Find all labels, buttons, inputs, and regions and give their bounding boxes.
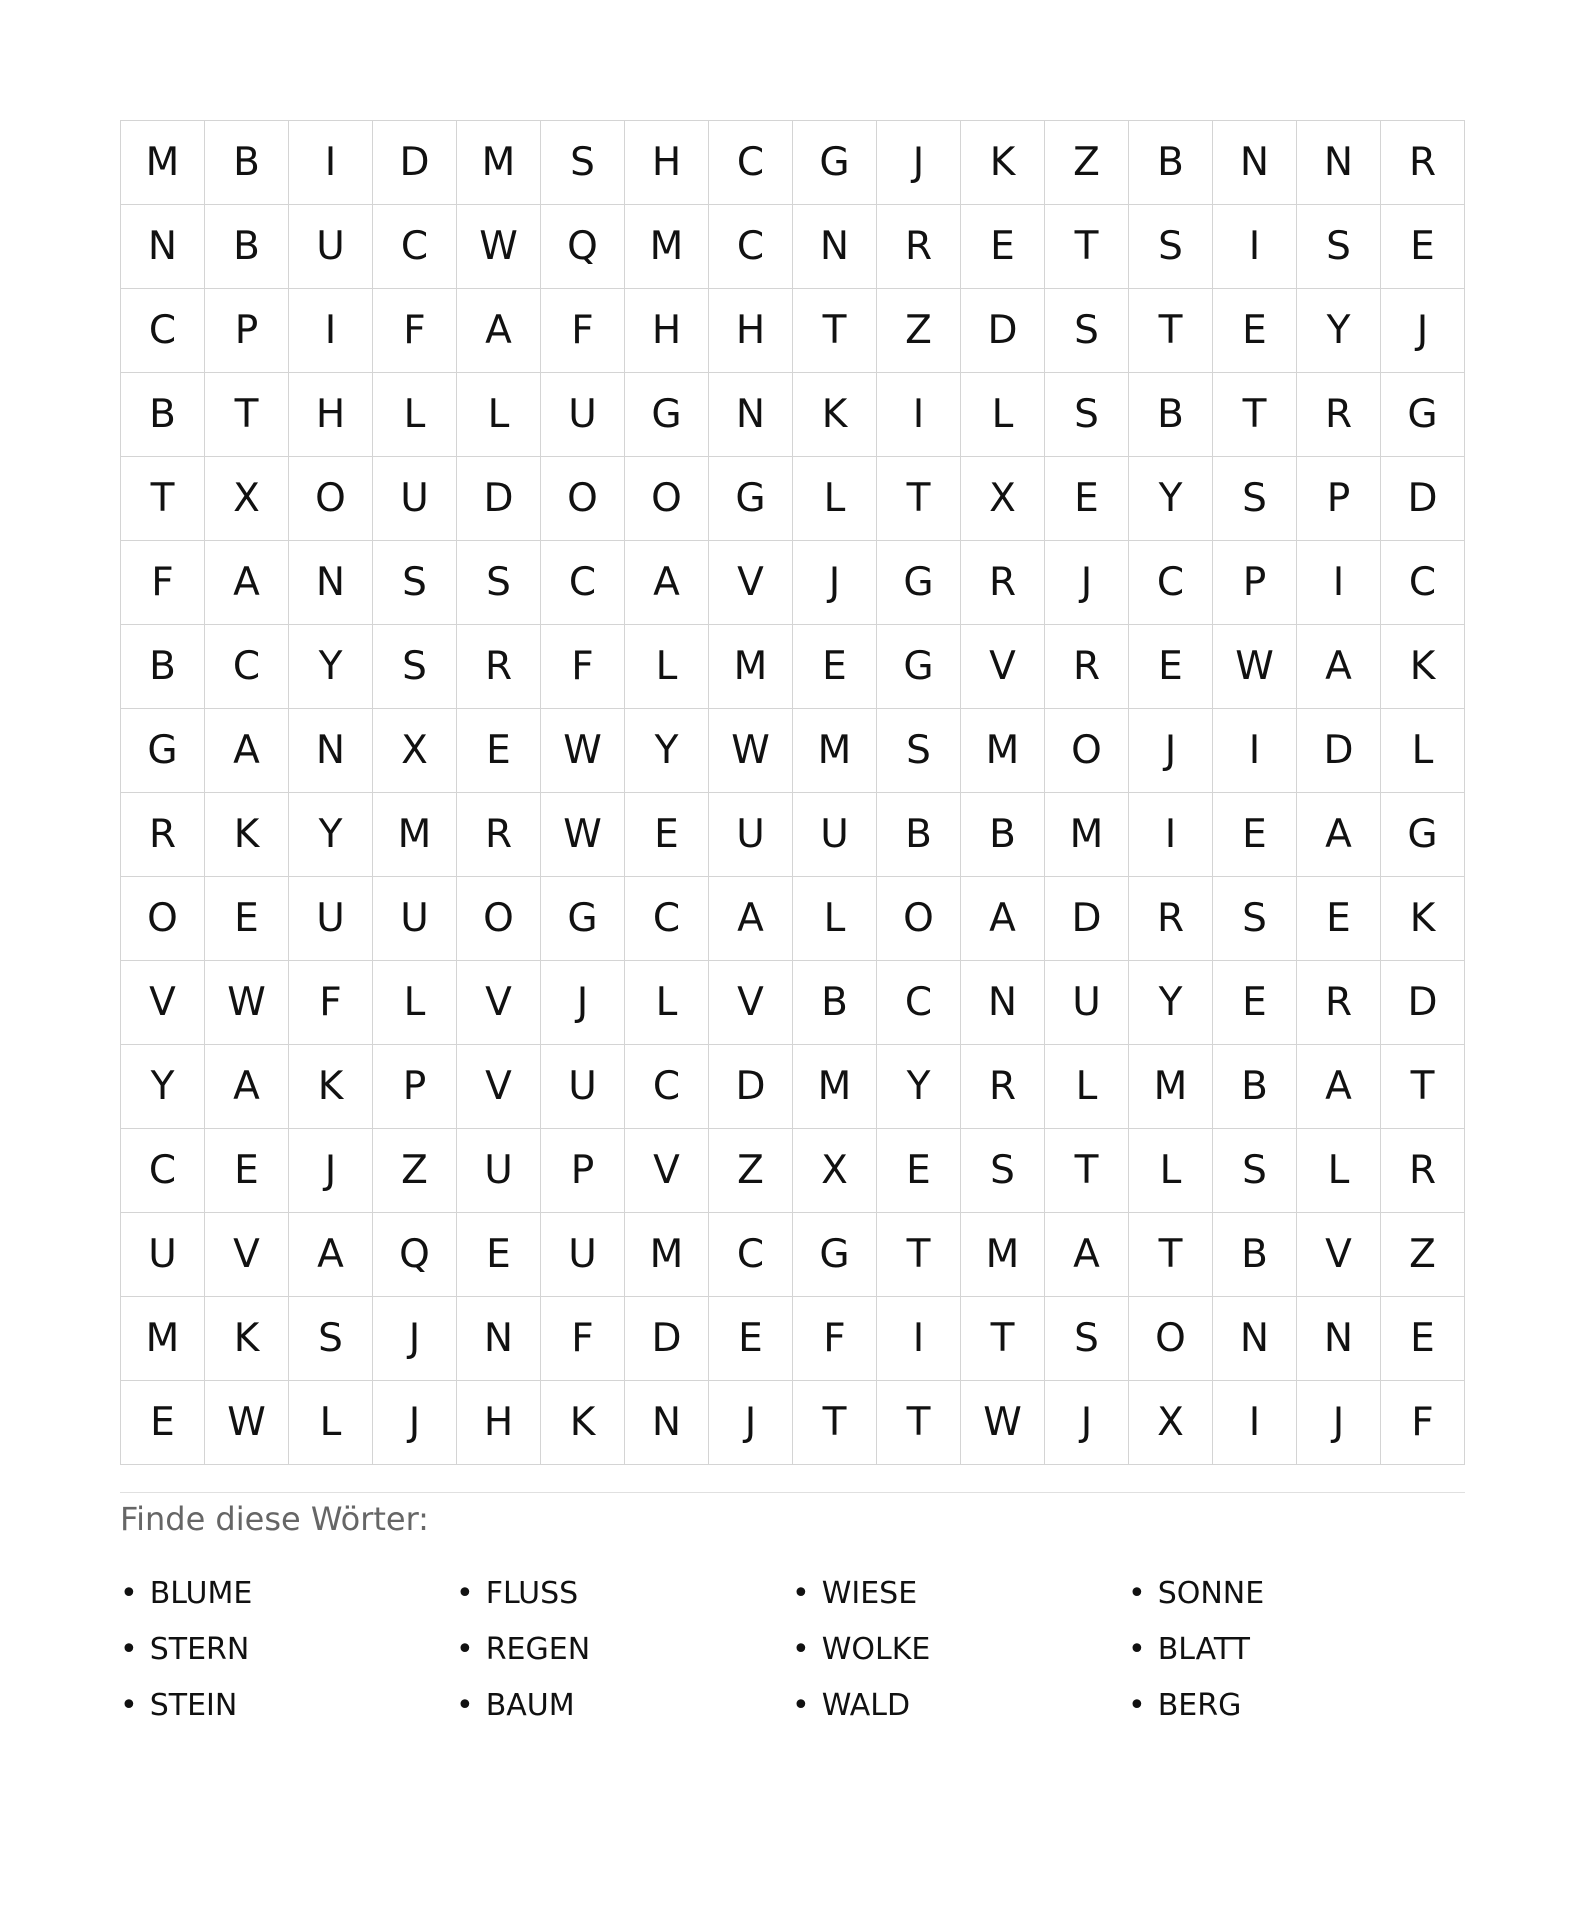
grid-cell[interactable]: T (877, 457, 961, 541)
grid-cell[interactable]: R (1297, 961, 1381, 1045)
grid-cell[interactable]: E (1213, 793, 1297, 877)
grid-cell[interactable]: J (793, 541, 877, 625)
grid-cell[interactable]: F (541, 289, 625, 373)
grid-cell[interactable]: O (1045, 709, 1129, 793)
grid-cell[interactable]: N (1297, 1297, 1381, 1381)
grid-cell[interactable]: I (877, 1297, 961, 1381)
grid-cell[interactable]: D (625, 1297, 709, 1381)
grid-cell[interactable]: X (961, 457, 1045, 541)
grid-cell[interactable]: N (289, 709, 373, 793)
grid-cell[interactable]: W (1213, 625, 1297, 709)
bullet-icon: • (456, 1631, 474, 1667)
grid-cell[interactable]: L (373, 373, 457, 457)
grid-cell[interactable]: B (121, 625, 205, 709)
grid-cell[interactable]: M (709, 625, 793, 709)
grid-cell[interactable]: I (1213, 709, 1297, 793)
grid-cell[interactable]: M (121, 121, 205, 205)
bullet-icon: • (120, 1575, 138, 1611)
grid-cell[interactable]: L (289, 1381, 373, 1465)
grid-cell[interactable]: G (877, 541, 961, 625)
grid-cell[interactable]: K (1381, 877, 1465, 961)
grid-cell[interactable]: Y (625, 709, 709, 793)
grid-cell[interactable]: E (1213, 961, 1297, 1045)
grid-cell[interactable]: D (1381, 961, 1465, 1045)
grid-cell[interactable]: T (1213, 373, 1297, 457)
grid-cell[interactable]: S (1045, 373, 1129, 457)
grid-cell[interactable]: K (541, 1381, 625, 1465)
grid-cell[interactable]: Y (289, 793, 373, 877)
grid-cell[interactable]: R (121, 793, 205, 877)
grid-cell[interactable]: S (1045, 1297, 1129, 1381)
grid-cell[interactable]: O (1129, 1297, 1213, 1381)
grid-cell[interactable]: M (625, 1213, 709, 1297)
grid-cell[interactable]: V (625, 1129, 709, 1213)
grid-cell[interactable]: Q (541, 205, 625, 289)
grid-cell[interactable]: J (1297, 1381, 1381, 1465)
grid-cell[interactable]: E (793, 625, 877, 709)
grid-cell[interactable]: F (289, 961, 373, 1045)
grid-cell[interactable]: M (793, 709, 877, 793)
grid-cell[interactable]: T (1129, 289, 1213, 373)
word-label: BERG (1157, 1687, 1242, 1723)
grid-cell[interactable]: E (961, 205, 1045, 289)
grid-cell[interactable]: C (709, 205, 793, 289)
grid-cell[interactable]: P (373, 1045, 457, 1129)
grid-cell[interactable]: C (541, 541, 625, 625)
grid-cell[interactable]: R (1129, 877, 1213, 961)
grid-cell[interactable]: F (1381, 1381, 1465, 1465)
grid-cell[interactable]: S (1297, 205, 1381, 289)
grid-cell[interactable]: J (1045, 541, 1129, 625)
grid-cell[interactable]: K (961, 121, 1045, 205)
grid-cell[interactable]: E (121, 1381, 205, 1465)
grid-cell[interactable]: M (121, 1297, 205, 1381)
grid-cell[interactable]: A (709, 877, 793, 961)
grid-cell[interactable]: G (1381, 373, 1465, 457)
word-label: BLUME (149, 1575, 253, 1611)
grid-cell[interactable]: S (457, 541, 541, 625)
grid-cell[interactable]: B (121, 373, 205, 457)
grid-cell[interactable]: B (877, 793, 961, 877)
grid-cell[interactable]: Z (709, 1129, 793, 1213)
grid-cell[interactable]: D (961, 289, 1045, 373)
grid-cell[interactable]: E (1129, 625, 1213, 709)
grid-cell[interactable]: R (1381, 1129, 1465, 1213)
grid-cell[interactable]: V (205, 1213, 289, 1297)
grid-cell[interactable]: P (1213, 541, 1297, 625)
grid-cell[interactable]: I (1129, 793, 1213, 877)
grid-cell[interactable]: T (793, 289, 877, 373)
grid-cell[interactable]: V (1297, 1213, 1381, 1297)
grid-cell[interactable]: S (877, 709, 961, 793)
grid-cell[interactable]: A (457, 289, 541, 373)
grid-cell[interactable]: I (1297, 541, 1381, 625)
bullet-icon: • (120, 1631, 138, 1667)
grid-cell[interactable]: K (205, 793, 289, 877)
grid-cell[interactable]: B (1213, 1045, 1297, 1129)
grid-cell[interactable]: R (457, 625, 541, 709)
grid-cell[interactable]: H (457, 1381, 541, 1465)
grid-cell[interactable]: T (1045, 1129, 1129, 1213)
grid-cell[interactable]: R (1297, 373, 1381, 457)
grid-cell[interactable]: O (289, 457, 373, 541)
grid-cell[interactable]: R (961, 1045, 1045, 1129)
grid-cell[interactable]: M (961, 1213, 1045, 1297)
grid-cell[interactable]: H (709, 289, 793, 373)
grid-cell[interactable]: G (877, 625, 961, 709)
grid-cell[interactable]: O (877, 877, 961, 961)
bullet-icon: • (1128, 1631, 1146, 1667)
grid-cell[interactable]: C (877, 961, 961, 1045)
grid-cell[interactable]: L (1045, 1045, 1129, 1129)
grid-cell[interactable]: L (793, 457, 877, 541)
grid-cell[interactable]: V (457, 961, 541, 1045)
grid-cell[interactable]: U (289, 205, 373, 289)
grid-cell[interactable]: H (625, 121, 709, 205)
bullet-icon: • (792, 1687, 810, 1723)
grid-cell[interactable]: U (373, 877, 457, 961)
grid-cell[interactable]: T (1381, 1045, 1465, 1129)
grid-cell[interactable]: J (1381, 289, 1465, 373)
grid-cell[interactable]: S (1213, 1129, 1297, 1213)
grid-cell[interactable]: M (457, 121, 541, 205)
grid-cell[interactable]: L (961, 373, 1045, 457)
grid-cell[interactable]: D (373, 121, 457, 205)
grid-cell[interactable]: R (877, 205, 961, 289)
grid-cell[interactable]: N (709, 373, 793, 457)
grid-cell[interactable]: E (1045, 457, 1129, 541)
grid-cell[interactable]: V (121, 961, 205, 1045)
grid-cell[interactable]: D (1381, 457, 1465, 541)
grid-cell[interactable]: K (205, 1297, 289, 1381)
word-list-item (792, 1621, 1128, 1677)
word-label: BLATT (1157, 1631, 1251, 1667)
bullet-icon: • (792, 1631, 810, 1667)
grid-cell[interactable]: W (541, 709, 625, 793)
grid-cell[interactable]: U (541, 373, 625, 457)
bullet-icon: • (1128, 1687, 1146, 1723)
grid-cell[interactable]: L (1297, 1129, 1381, 1213)
grid-cell[interactable]: O (121, 877, 205, 961)
grid-cell[interactable]: F (541, 625, 625, 709)
grid-cell[interactable]: C (1381, 541, 1465, 625)
grid-cell[interactable]: C (709, 1213, 793, 1297)
grid-cell[interactable]: S (1045, 289, 1129, 373)
bullet-icon: • (456, 1575, 474, 1611)
grid-cell[interactable]: U (373, 457, 457, 541)
word-label: SONNE (1157, 1575, 1265, 1611)
grid-cell[interactable]: I (877, 373, 961, 457)
word-label: WIESE (821, 1575, 918, 1611)
grid-cell[interactable]: G (625, 373, 709, 457)
grid-cell[interactable]: M (961, 709, 1045, 793)
grid-cell[interactable]: N (1213, 1297, 1297, 1381)
grid-cell[interactable]: F (793, 1297, 877, 1381)
grid-cell[interactable]: S (1129, 205, 1213, 289)
word-list-item (1128, 1621, 1464, 1677)
grid-cell[interactable]: P (205, 289, 289, 373)
grid-cell[interactable]: U (709, 793, 793, 877)
grid-cell[interactable]: K (793, 373, 877, 457)
grid-cell[interactable]: L (625, 625, 709, 709)
grid-cell[interactable]: T (205, 373, 289, 457)
grid-cell[interactable]: J (1129, 709, 1213, 793)
grid-cell[interactable]: C (625, 1045, 709, 1129)
grid-cell[interactable]: Y (121, 1045, 205, 1129)
word-list-item (120, 1621, 456, 1677)
grid-cell[interactable]: G (541, 877, 625, 961)
grid-cell[interactable]: I (289, 121, 373, 205)
grid-cell[interactable]: X (793, 1129, 877, 1213)
grid-cell[interactable]: N (961, 961, 1045, 1045)
grid-cell[interactable]: L (373, 961, 457, 1045)
grid-cell[interactable]: E (709, 1297, 793, 1381)
grid-cell[interactable]: U (793, 793, 877, 877)
word-list-item (456, 1621, 792, 1677)
grid-cell[interactable]: R (961, 541, 1045, 625)
grid-cell[interactable]: E (457, 709, 541, 793)
word-label: BAUM (485, 1687, 575, 1723)
grid-cell[interactable]: E (1297, 877, 1381, 961)
grid-cell[interactable]: A (1297, 625, 1381, 709)
grid-cell[interactable]: T (793, 1381, 877, 1465)
grid-cell[interactable]: G (709, 457, 793, 541)
grid-cell[interactable]: O (625, 457, 709, 541)
word-list (120, 1565, 1465, 1733)
grid-cell[interactable]: Y (1297, 289, 1381, 373)
grid-cell[interactable]: D (1297, 709, 1381, 793)
instructions-label: Finde diese Wörter: (120, 1500, 429, 1538)
grid-cell[interactable]: H (625, 289, 709, 373)
grid-cell[interactable]: B (205, 205, 289, 289)
grid-cell[interactable]: E (205, 1129, 289, 1213)
grid-cell[interactable]: I (1213, 1381, 1297, 1465)
word-list-item (1128, 1677, 1464, 1733)
bullet-icon: • (1128, 1575, 1146, 1611)
grid-cell[interactable]: C (373, 205, 457, 289)
grid-cell[interactable]: B (1213, 1213, 1297, 1297)
grid-cell[interactable]: T (877, 1213, 961, 1297)
grid-cell[interactable]: S (373, 625, 457, 709)
grid-cell[interactable]: X (373, 709, 457, 793)
word-list-item (792, 1677, 1128, 1733)
grid-cell[interactable]: C (625, 877, 709, 961)
word-label: WALD (821, 1687, 911, 1723)
grid-cell[interactable]: Y (1129, 457, 1213, 541)
grid-cell[interactable]: X (1129, 1381, 1213, 1465)
word-label: STEIN (149, 1687, 238, 1723)
grid-cell[interactable]: F (373, 289, 457, 373)
grid-cell[interactable]: F (541, 1297, 625, 1381)
word-list-item (120, 1677, 456, 1733)
grid-cell[interactable]: V (709, 961, 793, 1045)
grid-cell[interactable]: S (1213, 457, 1297, 541)
grid-cell[interactable]: K (1381, 625, 1465, 709)
grid-cell[interactable]: W (709, 709, 793, 793)
grid-cell[interactable]: E (457, 1213, 541, 1297)
grid-cell[interactable]: P (541, 1129, 625, 1213)
grid-cell[interactable]: Z (1381, 1213, 1465, 1297)
grid-cell[interactable]: K (289, 1045, 373, 1129)
grid-cell[interactable]: A (289, 1213, 373, 1297)
grid-cell[interactable]: S (961, 1129, 1045, 1213)
grid-cell[interactable]: F (121, 541, 205, 625)
grid-cell[interactable]: A (205, 1045, 289, 1129)
grid-cell[interactable]: E (877, 1129, 961, 1213)
grid-cell[interactable]: U (289, 877, 373, 961)
grid-cell[interactable]: R (457, 793, 541, 877)
grid-cell[interactable]: V (961, 625, 1045, 709)
grid-cell[interactable]: S (541, 121, 625, 205)
word-list-item (1128, 1565, 1464, 1621)
word-label: REGEN (485, 1631, 591, 1667)
grid-cell[interactable]: W (961, 1381, 1045, 1465)
grid-cell[interactable]: M (1045, 793, 1129, 877)
grid-cell[interactable]: L (1381, 709, 1465, 793)
grid-cell[interactable]: N (121, 205, 205, 289)
grid-cell[interactable]: I (289, 289, 373, 373)
grid-cell[interactable]: J (709, 1381, 793, 1465)
grid-cell[interactable]: R (1045, 625, 1129, 709)
grid-cell[interactable]: M (1129, 1045, 1213, 1129)
grid-cell[interactable]: B (961, 793, 1045, 877)
grid-cell[interactable]: E (1213, 289, 1297, 373)
grid-cell[interactable]: Z (1045, 121, 1129, 205)
bullet-icon: • (792, 1575, 810, 1611)
grid-cell[interactable]: G (793, 121, 877, 205)
bullet-icon: • (456, 1687, 474, 1723)
grid-cell[interactable]: T (1129, 1213, 1213, 1297)
grid-cell[interactable]: B (1129, 373, 1213, 457)
grid-cell[interactable]: J (373, 1381, 457, 1465)
grid-cell[interactable]: U (1045, 961, 1129, 1045)
word-search-grid (120, 120, 1465, 1465)
grid-cell[interactable]: J (1045, 1381, 1129, 1465)
grid-cell[interactable]: O (541, 457, 625, 541)
grid-cell[interactable]: N (457, 1297, 541, 1381)
grid-cell[interactable]: R (1381, 121, 1465, 205)
grid-cell[interactable]: A (1045, 1213, 1129, 1297)
grid-cell[interactable]: C (205, 625, 289, 709)
grid-cell[interactable]: A (205, 709, 289, 793)
grid-cell[interactable]: M (625, 205, 709, 289)
grid-cell[interactable]: U (457, 1129, 541, 1213)
grid-cell[interactable]: Y (877, 1045, 961, 1129)
word-label: FLUSS (485, 1575, 579, 1611)
grid-cell[interactable]: U (121, 1213, 205, 1297)
grid-cell[interactable]: J (289, 1129, 373, 1213)
grid-cell[interactable]: Z (373, 1129, 457, 1213)
grid-cell[interactable]: A (205, 541, 289, 625)
grid-cell[interactable]: T (1045, 205, 1129, 289)
grid-cell[interactable]: J (541, 961, 625, 1045)
grid-cell[interactable]: H (289, 373, 373, 457)
grid-cell[interactable]: E (205, 877, 289, 961)
word-list-item (456, 1677, 792, 1733)
grid-cell[interactable]: L (1129, 1129, 1213, 1213)
grid-cell[interactable]: D (457, 457, 541, 541)
grid-cell[interactable]: D (1045, 877, 1129, 961)
grid-cell[interactable]: J (877, 121, 961, 205)
grid-cell[interactable]: N (793, 205, 877, 289)
grid-cell[interactable]: D (709, 1045, 793, 1129)
grid-cell[interactable]: C (121, 289, 205, 373)
grid-cell[interactable]: I (1213, 205, 1297, 289)
grid-cell[interactable]: T (961, 1297, 1045, 1381)
grid-cell[interactable]: S (289, 1297, 373, 1381)
grid-cell[interactable]: Y (289, 625, 373, 709)
grid-cell[interactable]: E (625, 793, 709, 877)
grid-cell[interactable]: E (1381, 205, 1465, 289)
grid-cell[interactable]: S (373, 541, 457, 625)
grid-cell[interactable]: M (373, 793, 457, 877)
grid-cell[interactable]: N (289, 541, 373, 625)
grid-cell[interactable]: G (121, 709, 205, 793)
grid-cell[interactable]: C (709, 121, 793, 205)
bullet-icon: • (120, 1687, 138, 1723)
grid-cell[interactable]: E (1381, 1297, 1465, 1381)
grid-cell[interactable]: L (793, 877, 877, 961)
grid-cell[interactable]: P (1297, 457, 1381, 541)
grid-cell[interactable]: X (205, 457, 289, 541)
grid-cell[interactable]: U (541, 1045, 625, 1129)
grid-cell[interactable]: J (373, 1297, 457, 1381)
word-label: STERN (149, 1631, 250, 1667)
word-list-item (456, 1565, 792, 1621)
grid-cell[interactable]: Z (877, 289, 961, 373)
grid-cell[interactable]: B (793, 961, 877, 1045)
grid-cell[interactable]: N (1297, 121, 1381, 205)
grid-cell[interactable]: L (457, 373, 541, 457)
grid-cell[interactable]: Q (373, 1213, 457, 1297)
grid-cell[interactable]: G (1381, 793, 1465, 877)
grid-cell[interactable]: V (709, 541, 793, 625)
grid-cell[interactable]: N (1213, 121, 1297, 205)
grid-cell[interactable]: G (793, 1213, 877, 1297)
grid-cell[interactable]: C (121, 1129, 205, 1213)
grid-cell[interactable]: L (625, 961, 709, 1045)
grid-cell[interactable]: N (625, 1381, 709, 1465)
grid-cell[interactable]: W (205, 1381, 289, 1465)
word-list-item (120, 1565, 456, 1621)
grid-cell[interactable]: W (541, 793, 625, 877)
grid-cell[interactable]: Y (1129, 961, 1213, 1045)
grid-cell[interactable]: A (1297, 1045, 1381, 1129)
divider (120, 1492, 1465, 1493)
word-list-item (792, 1565, 1128, 1621)
grid-cell[interactable]: W (205, 961, 289, 1045)
grid-cell[interactable]: O (457, 877, 541, 961)
grid-cell[interactable]: C (1129, 541, 1213, 625)
grid-cell[interactable]: W (457, 205, 541, 289)
grid-cell[interactable]: T (121, 457, 205, 541)
word-label: WOLKE (821, 1631, 931, 1667)
grid-cell[interactable]: T (877, 1381, 961, 1465)
grid-cell[interactable]: S (1213, 877, 1297, 961)
grid-cell[interactable]: U (541, 1213, 625, 1297)
grid-cell[interactable]: B (205, 121, 289, 205)
grid-cell[interactable]: A (1297, 793, 1381, 877)
grid-cell[interactable]: V (457, 1045, 541, 1129)
grid-cell[interactable]: A (625, 541, 709, 625)
grid-cell[interactable]: M (793, 1045, 877, 1129)
grid-cell[interactable]: A (961, 877, 1045, 961)
grid-cell[interactable]: B (1129, 121, 1213, 205)
